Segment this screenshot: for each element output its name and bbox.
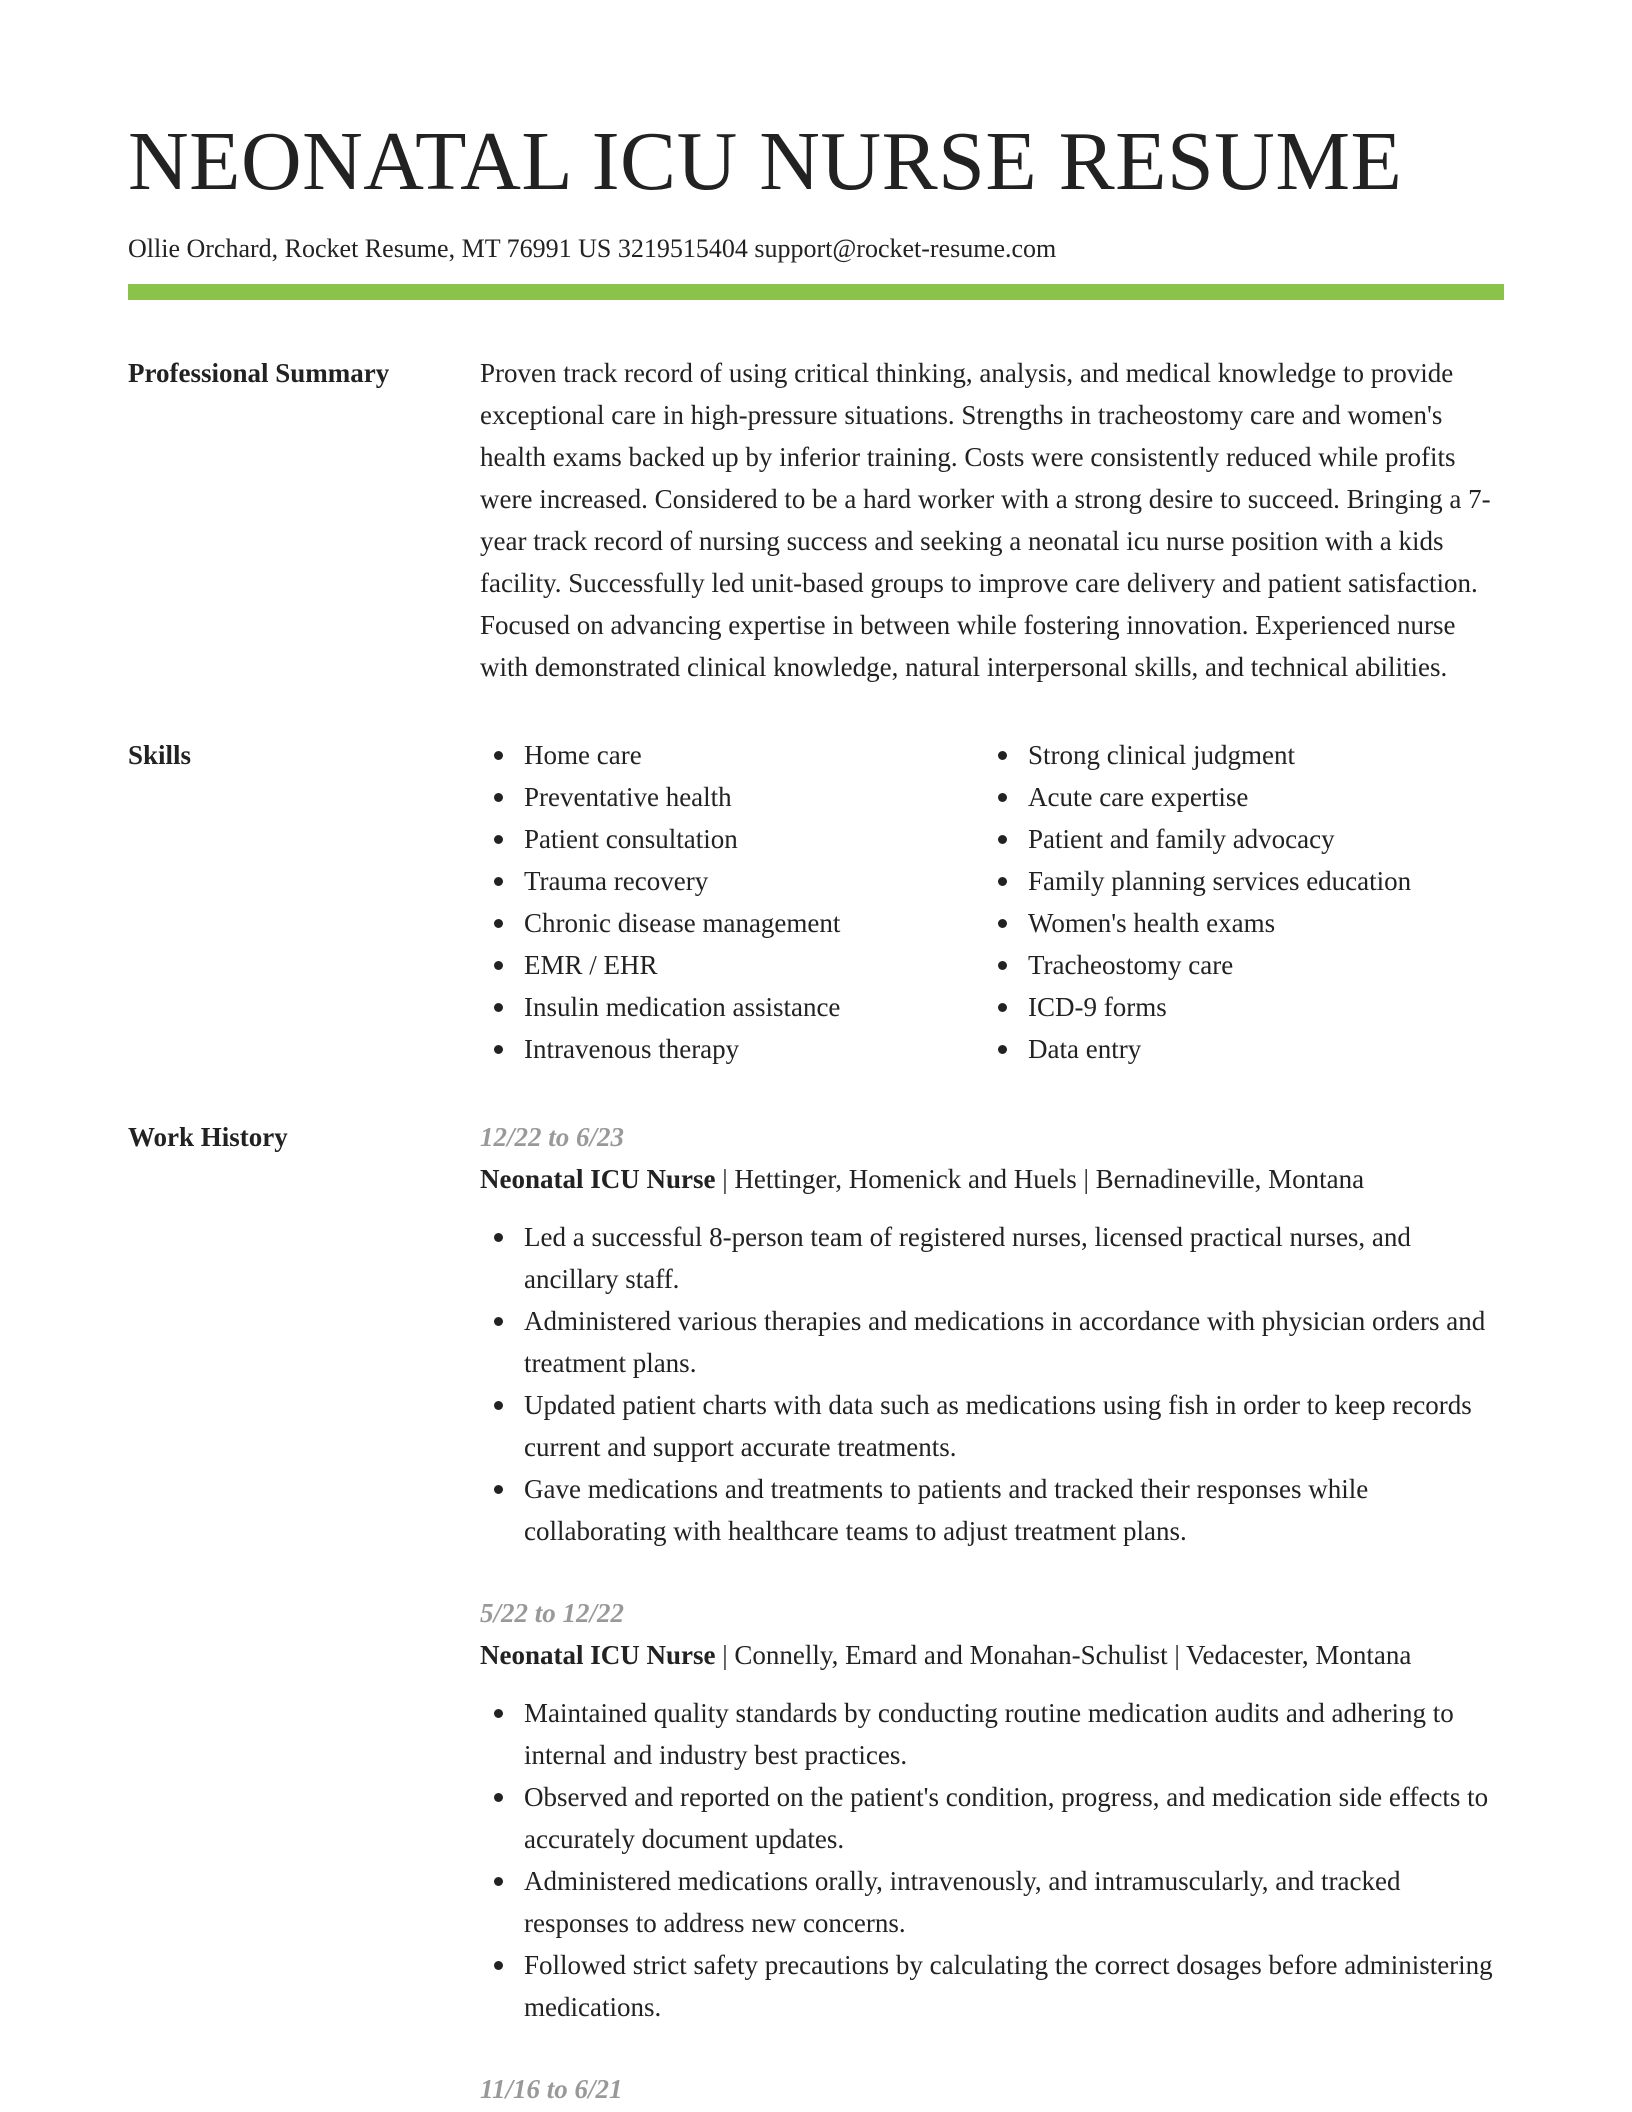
job-bullets	[480, 1216, 1504, 1552]
skill-item: Intravenous therapy	[480, 1028, 984, 1070]
job-bullet: Maintained quality standards by conducting routine medication audits and adhering to internal and industry best practices.	[480, 1692, 1504, 1776]
skills-column-right	[984, 734, 1488, 1070]
job-dates: 12/22 to 6/23	[480, 1121, 625, 1152]
summary-label: Professional Summary	[128, 357, 390, 388]
skill-item: Tracheostomy care	[984, 944, 1488, 986]
work-history-section	[128, 1116, 1504, 2112]
skill-item: Insulin medication assistance	[480, 986, 984, 1028]
skill-item: EMR / EHR	[480, 944, 984, 986]
summary-text: Proven track record of using critical thinking, analysis, and medical knowledge to provide exceptional care in high-pressure situations. Strengths in tracheostomy care and women's health exams backed up by inferior training. Costs were consistently reduced while profits were increased. Considered to be a hard worker with a strong desire to succeed. Bringing a 7-year track record of nursing success and seeking a neonatal icu nurse position with a kids facility. Successfully led unit-based groups to improve care delivery and patient satisfaction. Focused on advancing expertise in between while fostering innovation. Experienced nurse with demonstrated clinical knowledge, natural interpersonal skills, and technical abilities.	[480, 357, 1491, 682]
job-bullet: Led a successful 8-person team of registered nurses, licensed practical nurses, and ancillary staff.	[480, 1216, 1504, 1300]
skill-item: Chronic disease management	[480, 902, 984, 944]
skills-label: Skills	[128, 739, 192, 770]
skill-item: Home care	[480, 734, 984, 776]
job-entry	[480, 1592, 1504, 2028]
job-bullet: Updated patient charts with data such as medications using fish in order to keep records current and support accurate treatments.	[480, 1384, 1504, 1468]
skill-item: Patient and family advocacy	[984, 818, 1488, 860]
job-dates: 11/16 to 6/21	[480, 2073, 623, 2104]
job-entry	[480, 1116, 1504, 1552]
skill-item: ICD-9 forms	[984, 986, 1488, 1028]
skill-item: Strong clinical judgment	[984, 734, 1488, 776]
job-heading	[480, 1634, 1504, 1676]
job-bullet: Followed strict safety precautions by calculating the correct dosages before administering medications.	[480, 1944, 1504, 2028]
job-title: Neonatal ICU Nurse	[480, 1639, 716, 1670]
job-title: Neonatal ICU Nurse	[480, 1163, 716, 1194]
job-employer-location: | Hettinger, Homenick and Huels | Bernadineville, Montana	[715, 1163, 1365, 1194]
skill-item: Family planning services education	[984, 860, 1488, 902]
summary-section	[128, 352, 1504, 688]
skill-item: Preventative health	[480, 776, 984, 818]
contact-info: Ollie Orchard, Rocket Resume, MT 76991 US 3219515404 support@rocket-resume.com	[128, 234, 1057, 263]
job-bullet: Gave medications and treatments to patients and tracked their responses while collaborating with healthcare teams to adjust treatment plans.	[480, 1468, 1504, 1552]
skill-item: Acute care expertise	[984, 776, 1488, 818]
resume-title: NEONATAL ICU NURSE RESUME	[128, 115, 1403, 208]
job-bullet: Administered medications orally, intravenously, and intramuscularly, and tracked responses to address new concerns.	[480, 1860, 1504, 1944]
skill-item: Women's health exams	[984, 902, 1488, 944]
skills-column-left	[480, 734, 984, 1070]
skill-item: Trauma recovery	[480, 860, 984, 902]
skill-item: Patient consultation	[480, 818, 984, 860]
header-divider	[128, 284, 1504, 300]
skills-grid	[480, 734, 1504, 1070]
job-bullet: Administered various therapies and medications in accordance with physician orders and treatment plans.	[480, 1300, 1504, 1384]
job-dates: 5/22 to 12/22	[480, 1597, 625, 1628]
skill-item: Data entry	[984, 1028, 1488, 1070]
job-bullets	[480, 1692, 1504, 2028]
work-history-body	[480, 1116, 1504, 2112]
skills-section	[128, 734, 1504, 1070]
work-history-label: Work History	[128, 1121, 288, 1152]
job-heading	[480, 1158, 1504, 1200]
job-bullet: Observed and reported on the patient's condition, progress, and medication side effects to accurately document updates.	[480, 1776, 1504, 1860]
job-entry	[480, 2068, 1504, 2110]
job-employer-location: | Connelly, Emard and Monahan-Schulist | Vedacester, Montana	[715, 1639, 1412, 1670]
